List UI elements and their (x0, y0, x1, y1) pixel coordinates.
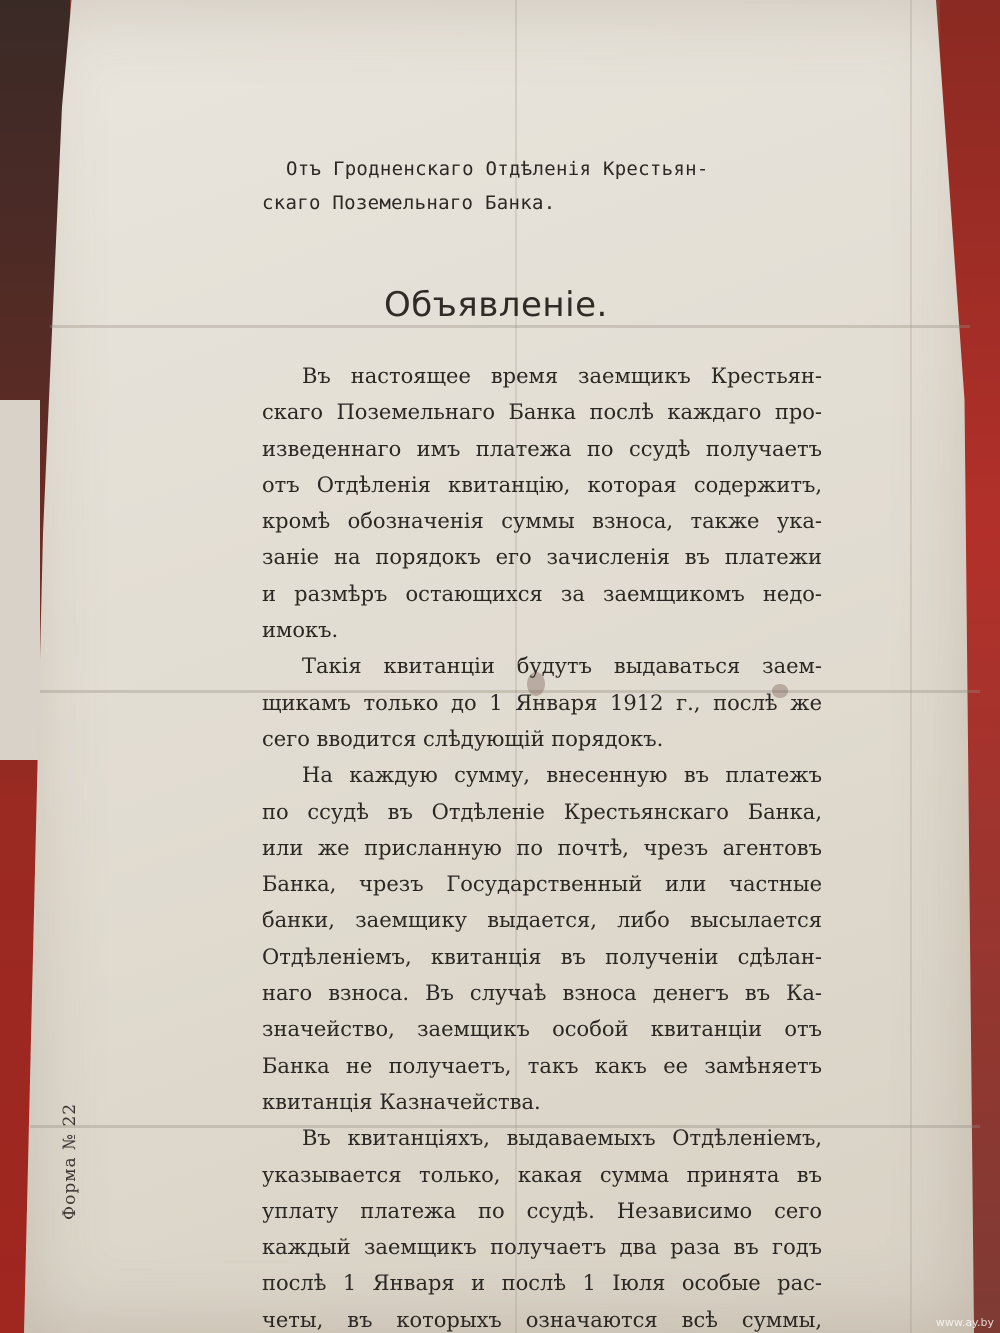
issuer-header (262, 152, 782, 220)
body-line: Въ квитанціяхъ, выдаваемыхъ Отдѣленіемъ, (302, 1126, 822, 1151)
body-line: Банка не получаетъ, такъ какъ ее замѣняетъ (262, 1053, 822, 1078)
body-line: кромѣ обозначенія суммы взноса, также ука- (262, 509, 822, 534)
body-line: значейство, заемщикъ особой квитанціи отъ (262, 1017, 822, 1042)
body-line: имокъ. (262, 618, 339, 643)
body-line: сего вводится слѣдующій порядокъ. (262, 726, 664, 751)
body-line: наго взноса. Въ случаѣ взноса денегъ въ Ка- (262, 981, 822, 1006)
body-line: Отдѣленіемъ, квитанція въ полученіи сдѣлан- (262, 944, 822, 969)
body-line: уплату платежа по ссудѣ. Независимо сего (262, 1198, 822, 1223)
body-line: изведеннаго имъ платежа по ссудѣ получаетъ (262, 436, 822, 461)
body-line: Банка, чрезъ Государственный или частные (262, 872, 822, 897)
document-title: Объявленіе. (384, 285, 608, 325)
body-line: указывается только, какая сумма принята въ (262, 1162, 822, 1187)
body-line: и размѣръ остающихся за заемщикомъ недо- (262, 581, 822, 606)
body-line: заніе на порядокъ его зачисленія въ платежи (262, 545, 822, 570)
header-line: скаго Поземельнаго Банка. (262, 192, 556, 214)
body-line: по ссудѣ въ Отдѣленіе Крестьянскаго Банка, (262, 799, 822, 824)
background-cardboard (0, 400, 40, 760)
body-line: Въ настоящее время заемщикъ Крестьян- (302, 364, 822, 388)
body-line: скаго Поземельнаго Банка послѣ каждаго про- (262, 400, 822, 425)
body-line: или же присланную по почтѣ, чрезъ агентовъ (262, 835, 822, 860)
fold-line-vertical-right (910, 0, 912, 1333)
body-line: отъ Отдѣленія квитанцію, которая содержитъ, (262, 472, 822, 497)
body-line: послѣ 1 Января и послѣ 1 Іюля особые рас- (262, 1271, 822, 1296)
body-line: Такія квитанціи будутъ выдаваться заем- (302, 654, 822, 679)
form-number-label: Форма № 22 (60, 1102, 80, 1220)
body-line: квитанція Казначейства. (262, 1089, 541, 1114)
announcement-body (262, 358, 822, 1333)
body-line: щикамъ только до 1 Января 1912 г., послѣ же (262, 690, 822, 715)
body-line: банки, заемщику выдается, либо высылается (262, 908, 822, 933)
watermark: www.ay.by (935, 1316, 994, 1329)
body-line: четы, въ которыхъ означаются всѣ суммы, (262, 1307, 822, 1332)
body-line: На каждую сумму, внесенную въ платежъ (302, 763, 822, 788)
fold-line-top (50, 325, 970, 328)
body-line: каждый заемщикъ получаетъ два раза въ годъ (262, 1235, 822, 1260)
header-line: Отъ Гродненскаго Отдѣленія Крестьян- (286, 158, 709, 180)
